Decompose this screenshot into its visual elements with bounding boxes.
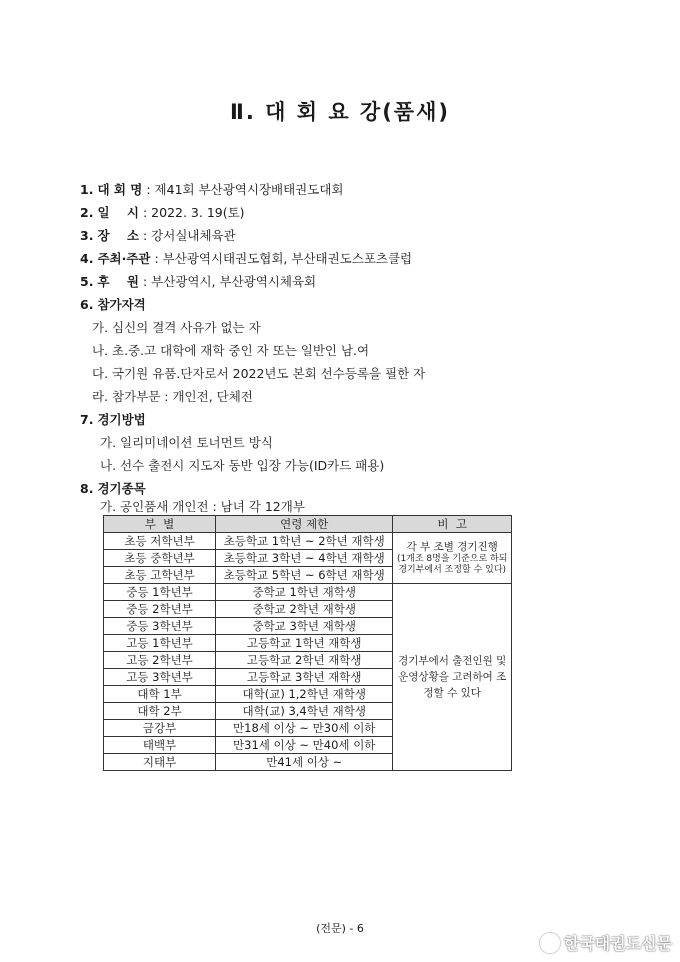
remarks-sub: (1개조 8명을 기준으로 하되 경기부에서 조정할 수 있다) [396,554,508,575]
item-number: 2. [80,205,94,220]
item-label: 주최·주관 [97,251,151,266]
item-event-name [80,180,343,198]
eligibility-line: 다. 국기원 유품.단자로서 2022년도 본회 선수등록을 필한 자 [92,366,426,381]
method-line: 가. 일리미네이션 토너먼트 방식 [100,435,273,450]
table-header-row [104,516,512,533]
division-cell: 금강부 [104,720,216,737]
division-cell: 중등 2학년부 [104,601,216,618]
table-row [104,533,512,550]
age-limit-cell: 만41세 이상 ~ [216,754,393,771]
header-remarks: 비 고 [393,516,512,533]
division-cell: 고등 3학년부 [104,669,216,686]
page-title: Ⅱ. 대 회 요 강(품새) [230,100,450,124]
watermark-text: 한국태권도신문 [563,934,672,953]
age-limit-cell: 대학(교) 3,4학년 재학생 [216,703,393,720]
item-number: 7. [80,412,94,427]
item-events [80,479,146,497]
item-label: 대 회 명 [97,182,143,197]
remarks-main: 각 부 조별 경기진행 [406,541,498,553]
age-limit-cell: 고등학교 1학년 재학생 [216,635,393,652]
division-cell: 대학 2부 [104,703,216,720]
item-label: 경기방법 [97,412,146,427]
division-cell: 초등 고학년부 [104,567,216,584]
events-intro: 가. 공인품새 개인전 : 남녀 각 12개부 [100,499,305,514]
division-cell: 태백부 [104,737,216,754]
age-limit-cell: 중학교 2학년 재학생 [216,601,393,618]
item-sponsor [80,272,316,290]
item-organizer [80,249,412,267]
division-cell: 초등 중학년부 [104,550,216,567]
remarks-cell-adjust: 경기부에서 출전인원 및 운영상황을 고려하여 조정할 수 있다 [393,584,512,771]
age-limit-cell: 중학교 1학년 재학생 [216,584,393,601]
remarks-cell-groups [393,533,512,584]
item-number: 5. [80,274,94,289]
watermark-logo-icon [540,933,560,953]
item-label: 후 원 [97,274,139,289]
item-number: 8. [80,481,94,496]
age-limit-cell: 중학교 3학년 재학생 [216,618,393,635]
division-cell: 고등 2학년부 [104,652,216,669]
header-age-limit: 연령 제한 [216,516,393,533]
age-limit-cell: 고등학교 3학년 재학생 [216,669,393,686]
item-label: 참가자격 [97,297,146,312]
age-limit-cell: 고등학교 2학년 재학생 [216,652,393,669]
item-number: 1. [80,182,94,197]
item-value: : 부산광역시태권도협회, 부산태권도스포츠클럽 [154,251,413,266]
item-value: : 부산광역시, 부산광역시체육회 [142,274,317,289]
division-cell: 대학 1부 [104,686,216,703]
age-limit-cell: 초등학교 5학년 ~ 6학년 재학생 [216,567,393,584]
item-eligibility [80,295,146,313]
item-method [80,410,146,428]
division-cell: 중등 1학년부 [104,584,216,601]
item-value: : 제41회 부산광역시장배태권도대회 [146,182,344,197]
method-line: 나. 선수 출전시 지도자 동반 입장 가능(ID카드 패용) [100,458,385,473]
page-footer: (전문) - 6 [316,922,364,935]
age-limit-cell: 초등학교 1학년 ~ 2학년 재학생 [216,533,393,550]
age-limit-cell: 만31세 이상 ~ 만40세 이하 [216,737,393,754]
item-value: : 2022. 3. 19(토) [142,205,245,220]
division-cell: 고등 1학년부 [104,635,216,652]
item-label: 일 시 [97,205,139,220]
division-cell: 초등 저학년부 [104,533,216,550]
division-cell: 지태부 [104,754,216,771]
eligibility-line: 가. 심신의 결격 사유가 없는 자 [92,320,261,335]
eligibility-line: 라. 참가부문 : 개인전, 단체전 [92,389,253,404]
division-cell: 중등 3학년부 [104,618,216,635]
eligibility-line: 나. 초.중.고 대학에 재학 중인 자 또는 일반인 남.여 [92,343,370,358]
item-venue [80,226,236,244]
age-limit-cell: 만18세 이상 ~ 만30세 이하 [216,720,393,737]
item-number: 3. [80,228,94,243]
item-number: 6. [80,297,94,312]
age-limit-cell: 초등학교 3학년 ~ 4학년 재학생 [216,550,393,567]
item-label: 장 소 [97,228,139,243]
age-limit-cell: 대학(교) 1,2학년 재학생 [216,686,393,703]
table-row [104,584,512,601]
item-date [80,203,245,221]
item-label: 경기종목 [97,481,146,496]
events-table [103,515,512,771]
item-number: 4. [80,251,94,266]
watermark [540,931,672,954]
header-division: 부 별 [104,516,216,533]
item-value: : 강서실내체육관 [142,228,236,243]
